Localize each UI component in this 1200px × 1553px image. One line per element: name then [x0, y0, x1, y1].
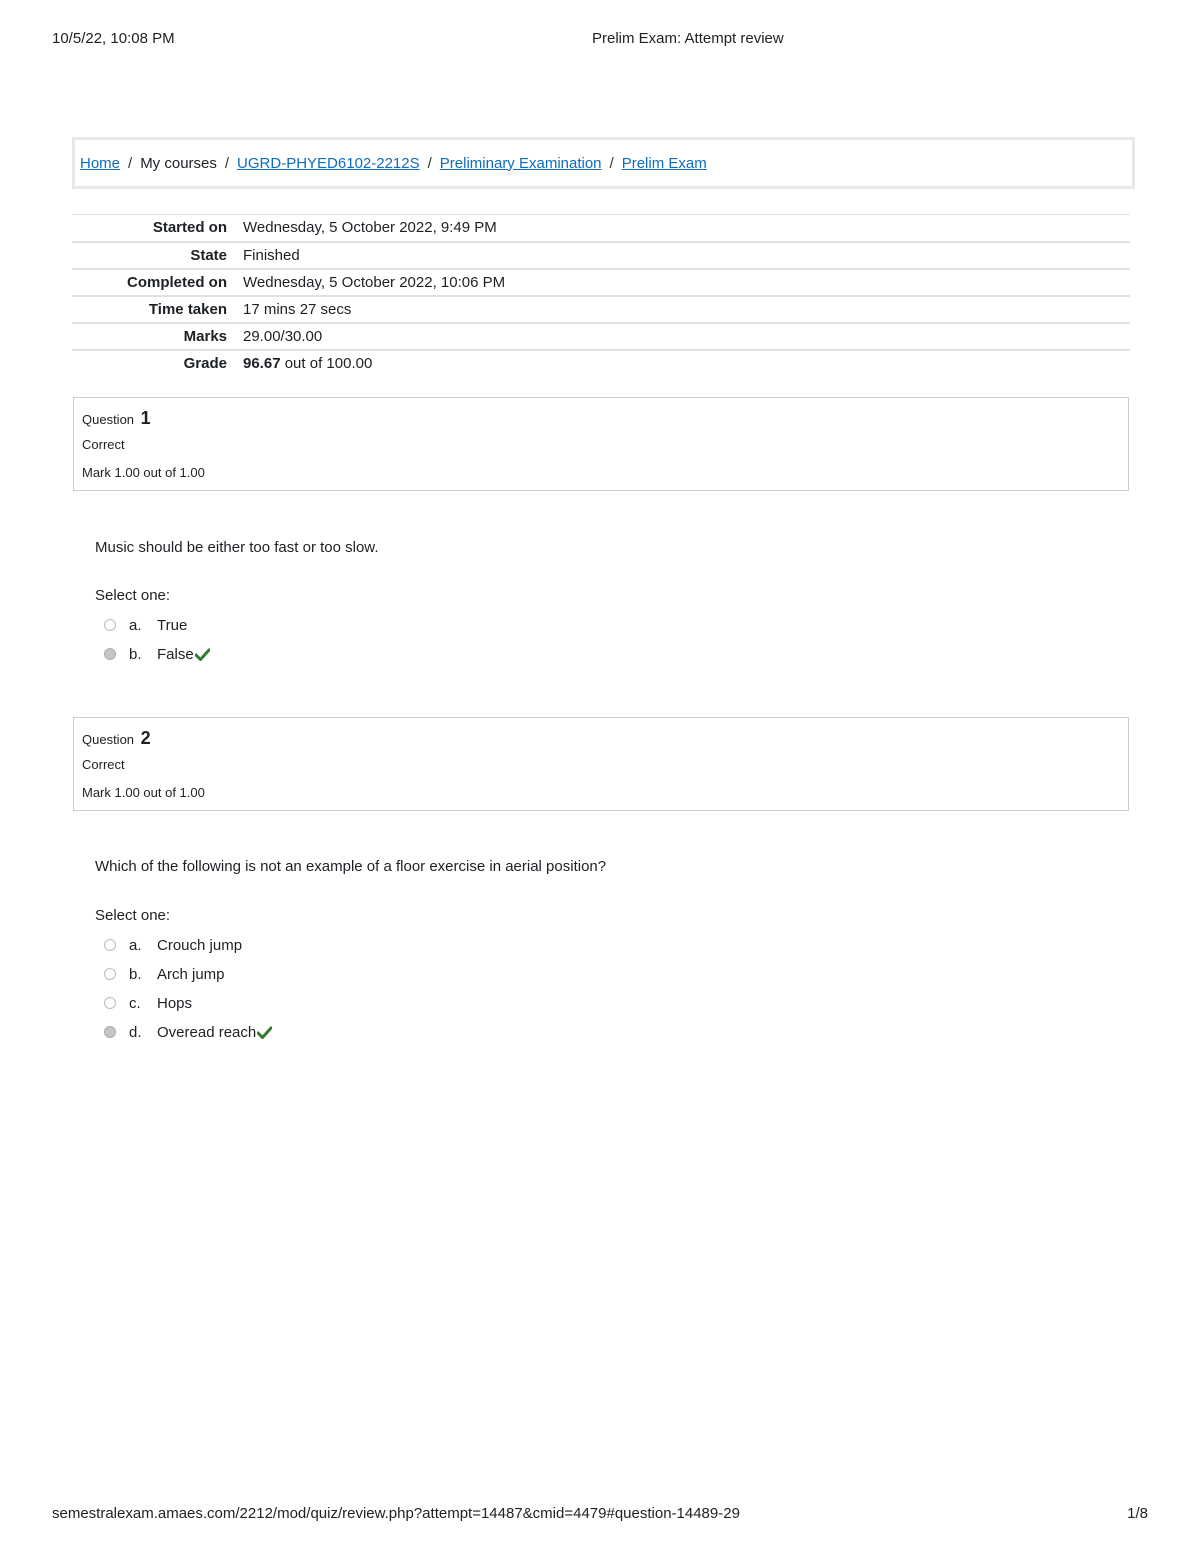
summary-label: Started on [152, 219, 227, 237]
answer-option[interactable] [104, 643, 194, 665]
question-grade: Mark 1.00 out of 1.00 [82, 465, 205, 480]
answer-option[interactable] [104, 963, 225, 985]
print-header [52, 30, 1148, 50]
option-letter: c. [129, 994, 141, 1012]
breadcrumb [72, 137, 1135, 189]
question-text: Music should be either too fast or too slow. [95, 539, 379, 556]
summary-row-started [72, 215, 1130, 242]
summary-label: State [190, 246, 227, 264]
radio-button[interactable] [104, 939, 116, 951]
summary-label: Time taken [148, 300, 227, 318]
question-info-box [73, 717, 1129, 811]
grade-score: 96.67 [243, 355, 281, 372]
grade-out-of: out of 100.00 [280, 355, 373, 372]
print-date: 10/5/22, 10:08 PM [52, 30, 175, 47]
breadcrumb-quiz-link[interactable]: Prelim Exam [621, 154, 707, 172]
option-letter: a. [129, 936, 142, 954]
question-number [82, 408, 151, 429]
option-letter: d. [129, 1023, 142, 1041]
summary-row-time-taken [72, 296, 1130, 323]
option-text: True [157, 616, 188, 634]
breadcrumb-section-link[interactable]: Preliminary Examination [439, 154, 602, 172]
summary-value: Wednesday, 5 October 2022, 10:06 PM [243, 273, 506, 291]
radio-button-selected[interactable] [104, 648, 116, 660]
summary-row-state [72, 242, 1130, 269]
option-text: False [157, 645, 194, 663]
breadcrumb-separator: / [224, 154, 230, 172]
answer-option[interactable] [104, 1021, 257, 1043]
summary-row-grade [72, 350, 1130, 377]
radio-button-selected[interactable] [104, 1026, 116, 1038]
breadcrumb-separator: / [609, 154, 614, 172]
summary-value: 29.00/30.00 [243, 327, 323, 345]
correct-check-icon [195, 648, 210, 661]
question-grade: Mark 1.00 out of 1.00 [82, 785, 205, 800]
summary-row-marks [72, 323, 1130, 350]
select-one-prompt: Select one: [95, 907, 171, 924]
option-letter: b. [129, 965, 142, 983]
summary-label: Grade [183, 355, 227, 372]
print-url: semestralexam.amaes.com/2212/mod/quiz/review.php?attempt=14487&cmid=4479#question-14489-29 [52, 1505, 740, 1522]
option-letter: b. [129, 645, 142, 663]
question-label: Question [82, 732, 135, 747]
option-text-wrap [157, 995, 192, 1012]
question-number [82, 728, 151, 749]
print-footer [52, 1505, 1148, 1525]
summary-label: Completed on [127, 273, 227, 291]
summary-value: Wednesday, 5 October 2022, 9:49 PM [243, 219, 497, 237]
question-info-box [73, 397, 1129, 491]
question-state: Correct [82, 757, 125, 772]
attempt-summary-table [72, 214, 1130, 377]
radio-button[interactable] [104, 968, 116, 980]
correct-check-icon [257, 1026, 272, 1039]
option-text-wrap [157, 646, 210, 663]
option-text: Hops [157, 994, 193, 1012]
option-text-wrap [157, 1024, 272, 1041]
radio-button[interactable] [104, 997, 116, 1009]
radio-button[interactable] [104, 619, 116, 631]
option-text-wrap [157, 937, 242, 954]
question-number-value: 2 [140, 728, 151, 748]
answer-option[interactable] [104, 614, 188, 636]
question-number-value: 1 [140, 408, 151, 428]
breadcrumb-course-link[interactable]: UGRD-PHYED6102-2212S [237, 154, 420, 172]
question-label: Question [82, 412, 135, 427]
select-one-prompt: Select one: [95, 587, 171, 604]
breadcrumb-my-courses: My courses [140, 154, 217, 172]
print-page-number: 1/8 [1127, 1505, 1148, 1522]
breadcrumb-separator: / [427, 154, 432, 172]
summary-label: Marks [183, 327, 227, 345]
answer-option[interactable] [104, 992, 193, 1014]
option-letter: a. [129, 616, 142, 634]
option-text-wrap [157, 617, 187, 634]
breadcrumb-separator: / [128, 154, 133, 172]
question-text: Which of the following is not an example of a floor exercise in aerial position? [95, 858, 607, 875]
option-text: Crouch jump [157, 936, 243, 954]
option-text: Overead reach [157, 1023, 257, 1041]
question-state: Correct [82, 437, 125, 452]
summary-value: 17 mins 27 secs [243, 300, 352, 318]
print-page-title: Prelim Exam: Attempt review [592, 30, 784, 47]
answer-option[interactable] [104, 934, 243, 956]
option-text: Arch jump [157, 965, 225, 983]
option-text-wrap [157, 966, 225, 983]
summary-value: Finished [243, 246, 300, 264]
summary-row-completed [72, 269, 1130, 296]
breadcrumb-home-link[interactable]: Home [80, 154, 121, 172]
summary-value [243, 350, 1130, 377]
